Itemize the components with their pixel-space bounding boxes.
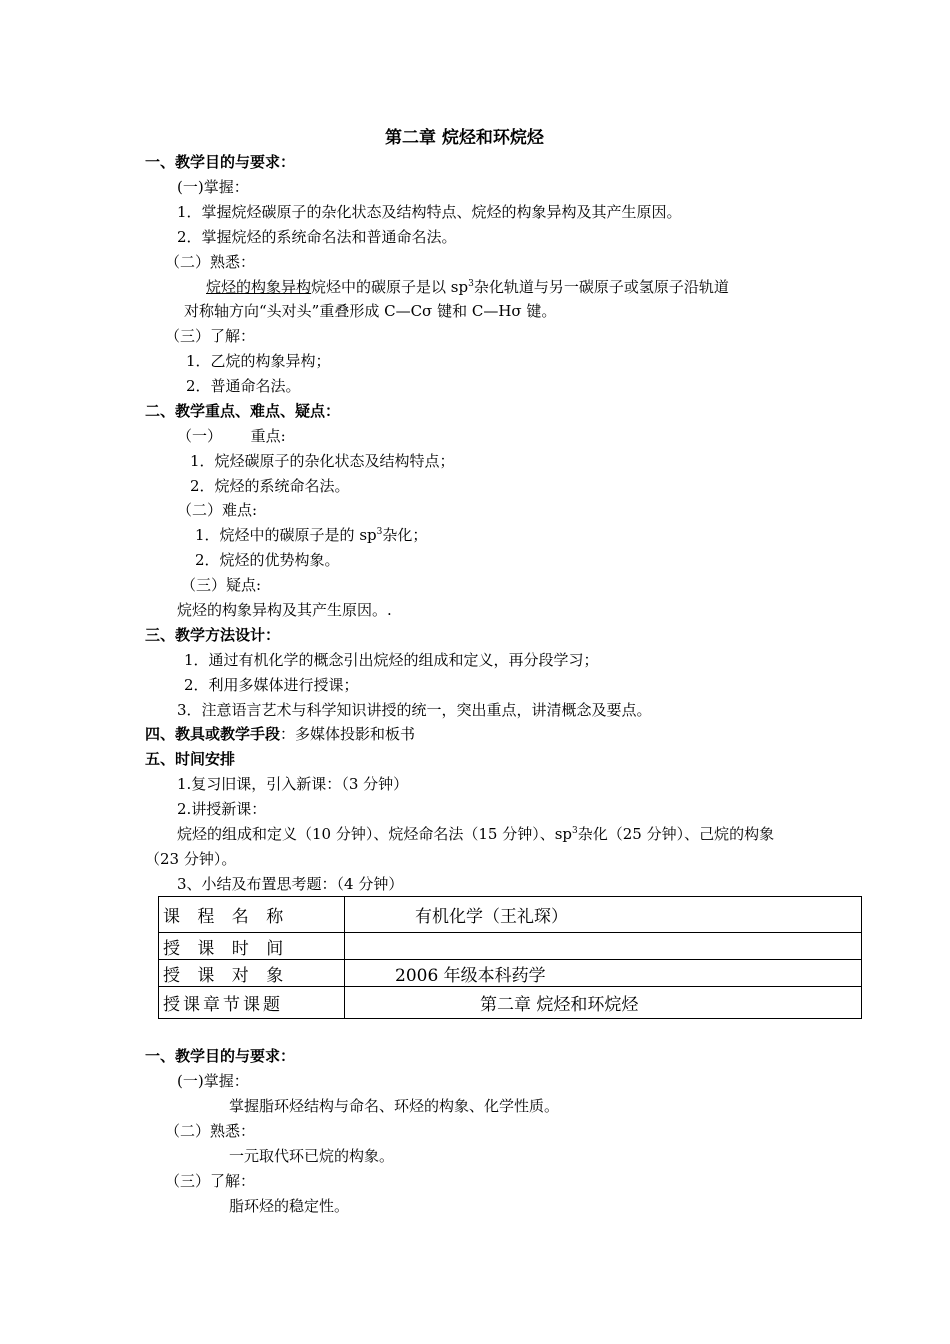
row-value: 有机化学（王礼琛） xyxy=(345,897,862,933)
section-line xyxy=(145,724,415,744)
subsection-label: （二）熟悉： xyxy=(165,253,256,271)
list-item: 2．利用多媒体进行授课； xyxy=(184,676,359,694)
row-value: 2006 年级本科药学 xyxy=(345,960,862,987)
paragraph-line xyxy=(206,277,729,297)
section-heading: 二、教学重点、难点、疑点： xyxy=(145,402,341,420)
paragraph-line: （23 分钟）。 xyxy=(145,850,237,868)
table-row xyxy=(159,987,862,1019)
paragraph-line: 烷烃的构象异构及其产生原因。. xyxy=(177,601,392,619)
list-item: 1．掌握烷烃碳原子的杂化状态及结构特点、烷烃的构象异构及其产生原因。 xyxy=(177,203,682,221)
table-row xyxy=(159,897,862,933)
chapter-title: 第二章 烷烃和环烷烃 xyxy=(385,128,544,148)
subsection-label: （三）了解： xyxy=(165,327,256,345)
section-heading: 一、教学目的与要求： xyxy=(145,1047,296,1065)
section-heading: 三、教学方法设计： xyxy=(145,626,281,644)
list-item: 3．注意语言艺术与科学知识讲授的统一，突出重点，讲清概念及要点。 xyxy=(177,701,652,719)
row-label: 授 课 时 间 xyxy=(159,933,345,960)
row-value xyxy=(345,933,862,960)
text-span: 烷烃的构象异构 xyxy=(206,278,312,296)
subsection-label: (一)掌握： xyxy=(177,178,249,196)
text-span: 杂化； xyxy=(382,526,428,544)
text-span: 烷烃的组成和定义（10 分钟）、烷烃命名法（15 分钟）、sp xyxy=(177,825,573,843)
row-value: 第二章 烷烃和环烷烃 xyxy=(345,987,862,1019)
list-item: 1．乙烷的构象异构； xyxy=(186,352,331,370)
text-span: ：多媒体投影和板书 xyxy=(280,725,416,743)
table-row xyxy=(159,960,862,987)
row-label: 课 程 名 称 xyxy=(159,897,345,933)
text-span: 烷烃中的碳原子是以 sp xyxy=(311,278,469,296)
list-item: 2．普通命名法。 xyxy=(186,377,301,395)
course-info-table xyxy=(158,896,862,1019)
section-heading: 五、时间安排 xyxy=(145,750,236,768)
list-item: 1．烷烃碳原子的杂化状态及结构特点； xyxy=(190,452,455,470)
list-item: 2．掌握烷烃的系统命名法和普通命名法。 xyxy=(177,228,457,246)
subsection-label: （二）难点: xyxy=(177,501,258,519)
superscript: 3 xyxy=(572,826,578,836)
list-item: 3、小结及布置思考题：（4 分钟） xyxy=(177,875,404,893)
section-heading: 一、教学目的与要求： xyxy=(145,153,296,171)
row-label: 授课章节课题 xyxy=(159,987,345,1019)
row-label: 授 课 对 象 xyxy=(159,960,345,987)
subsection-label: （一） 重点: xyxy=(177,427,286,445)
text-span: 杂化轨道与另一碳原子或氢原子沿轨道 xyxy=(473,278,729,296)
list-item xyxy=(195,525,427,545)
list-item: 2．烷烃的优势构象。 xyxy=(195,551,340,569)
superscript: 3 xyxy=(468,279,474,289)
text-span: 1．烷烃中的碳原子是的 sp xyxy=(195,526,377,544)
list-item: 2.讲授新课： xyxy=(177,800,267,818)
paragraph-line xyxy=(177,824,774,844)
list-item: 1.复习旧课，引入新课：（3 分钟） xyxy=(177,775,409,793)
subsection-label: (一)掌握： xyxy=(177,1072,249,1090)
paragraph-line: 对称轴方向“头对头”重叠形成 C—Cσ 键和 C—Hσ 键。 xyxy=(184,302,557,320)
superscript: 3 xyxy=(376,527,383,537)
paragraph-line: 一元取代环已烷的构象。 xyxy=(229,1147,395,1165)
section-heading: 四、教具或教学手段 xyxy=(145,725,281,743)
subsection-label: （三）疑点: xyxy=(181,576,262,594)
table-row xyxy=(159,933,862,960)
list-item: 1．通过有机化学的概念引出烷烃的组成和定义，再分段学习； xyxy=(184,651,599,669)
subsection-label: （二）熟悉： xyxy=(165,1122,256,1140)
subsection-label: （三）了解： xyxy=(165,1172,256,1190)
paragraph-line: 脂环烃的稳定性。 xyxy=(229,1197,350,1215)
text-span: 杂化（25 分钟）、己烷的构象 xyxy=(577,825,775,843)
paragraph-line: 掌握脂环烃结构与命名、环烃的构象、化学性质。 xyxy=(229,1097,560,1115)
list-item: 2．烷烃的系统命名法。 xyxy=(190,477,350,495)
